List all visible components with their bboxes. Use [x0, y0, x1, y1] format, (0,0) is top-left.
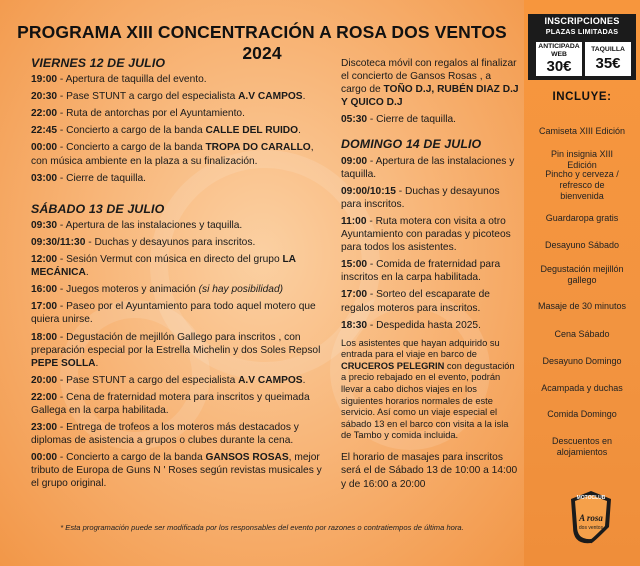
- event-time: 22:00: [31, 108, 58, 120]
- event-item: 16:00 - Juegos moteros y animación (si hay posibilidad): [31, 284, 284, 296]
- event-item: [341, 57, 519, 109]
- event-time: 18:00: [31, 331, 58, 343]
- friday-events: [31, 73, 327, 185]
- include-item: Pin insignia XIII Edición: [550, 149, 614, 170]
- event-text-tail: .: [302, 91, 306, 103]
- event-time: 11:00: [341, 215, 367, 227]
- event-time: 18:30: [341, 319, 368, 331]
- event-time: 17:00: [31, 301, 58, 313]
- include-item: Desayuno Sábado: [544, 240, 620, 250]
- event-text: Cierre de taquilla.: [376, 114, 456, 126]
- event-item: 09:30/11:30 - Duchas y desayunos para inscritos.: [31, 236, 256, 248]
- include-item: Guardaropa gratis: [545, 213, 619, 223]
- friday-heading: VIERNES 12 DE JULIO: [31, 56, 166, 70]
- event-highlight: A.V CAMPOS: [238, 374, 303, 386]
- registration-heading: INSCRIPCIONES: [544, 16, 620, 26]
- svg-text:MOTOCLUB: MOTOCLUB: [576, 495, 606, 501]
- event-text: Duchas y desayunos para inscritos.: [94, 236, 256, 248]
- event-text: Degustación de mejillón Gallego para inscritos , con preparación especial por la Estrella Michelin y dos Soles Repsol: [31, 331, 321, 356]
- event-item: 11:00 - Ruta motera con visita a otro Ayuntamiento con paradas y picoteos para todos los asistentes.: [341, 215, 511, 254]
- event-note: (si hay posibilidad): [198, 284, 284, 296]
- event-text: Despedida hasta 2025.: [376, 319, 481, 331]
- page-title: PROGRAMA XIII CONCENTRACIÓN A ROSA DOS VENTOS 2024: [17, 22, 507, 63]
- event-text: Sorteo del escaparate de regalos moteros para inscritos.: [341, 289, 490, 314]
- event-text: Apertura de las instalaciones y taquilla.: [65, 219, 243, 231]
- include-item: Degustación mejillón gallego: [540, 264, 624, 285]
- event-text: Concierto a cargo de la banda: [66, 142, 206, 154]
- event-text-tail: .: [302, 374, 306, 386]
- event-highlight: TOÑO D.J, RUBÉN DIAZ D.J Y QUICO D.J: [341, 84, 519, 109]
- event-item: 00:00 - Concierto a cargo de la banda TROPA DO CARALLO, con música ambiente en la plaza a su finalización.: [31, 142, 314, 167]
- event-highlight: TROPA DO CARALLO: [205, 142, 311, 154]
- web-price-label-2: WEB: [551, 51, 567, 59]
- include-item: Masaje de 30 minutos: [537, 301, 627, 311]
- event-text: Apertura de taquilla del evento.: [65, 74, 207, 86]
- event-text: Cena de fraternidad motera para inscritos y queimada Gallega en la carpa habilitada.: [31, 391, 310, 416]
- sunday-events: [341, 155, 519, 332]
- event-text-tail: , con música ambiente en la plaza a su finalización.: [31, 142, 314, 167]
- event-text: Discoteca móvil con regalos al finalizar el concierto de Gansos Rosas , a cargo de: [341, 58, 517, 96]
- include-item: Acampada y duchas: [541, 383, 623, 393]
- svg-text:A rosa: A rosa: [579, 513, 603, 523]
- event-text: Pase STUNT a cargo del especialista: [66, 91, 239, 103]
- event-text: Duchas y desayunos para inscritos.: [341, 185, 500, 210]
- event-highlight: LA MECÁNICA: [31, 254, 296, 279]
- event-highlight: CALLE DEL RUIDO: [205, 125, 299, 137]
- event-text-tail: .: [298, 125, 301, 137]
- event-text: Pase STUNT a cargo del especialista: [66, 374, 239, 386]
- footer-disclaimer: * Esta programación puede ser modificada por los responsables del evento por razones o contratiempos de última hora.: [60, 523, 464, 532]
- event-time: 16:00: [31, 284, 58, 296]
- include-item: Desayuno Domingo: [542, 356, 622, 366]
- sunday-heading: DOMINGO 14 DE JULIO: [341, 137, 482, 152]
- event-time: 03:00: [31, 172, 58, 184]
- event-text: Cierre de taquilla.: [66, 172, 146, 184]
- event-item: 12:00 - Sesión Vermut con música en directo del grupo LA MECÁNICA.: [31, 254, 296, 279]
- include-item: Pincho y cerveza / refresco de bienvenida: [545, 169, 619, 201]
- event-highlight: PEPE SOLLA: [31, 357, 96, 369]
- event-item: 22:00 - Cena de fraternidad motera para inscritos y queimada Gallega en la carpa habilitada.: [31, 391, 310, 416]
- saturday-continued-events: [341, 57, 519, 126]
- right-column: [341, 57, 519, 491]
- includes-heading: INCLUYE:: [552, 91, 612, 103]
- event-text: Juegos moteros y animación: [66, 284, 199, 296]
- event-item: 22:45 - Concierto a cargo de la banda CALLE DEL RUIDO.: [31, 125, 301, 137]
- event-item: 05:30 - Cierre de taquilla.: [341, 114, 456, 126]
- event-text: Sesión Vermut con música en directo del grupo: [66, 254, 283, 266]
- web-price-value: 30€: [546, 57, 572, 75]
- event-highlight: A.V CAMPOS: [238, 91, 303, 103]
- massage-note: El horario de masajes para inscritos será el de Sábado 13 de 10:00 a 14:00 y de 16:00 a 20:00: [341, 452, 518, 490]
- event-text: Apertura de las instalaciones y taquilla.: [341, 155, 515, 180]
- event-time: 09:00/10:15: [341, 185, 396, 197]
- event-time: 19:00: [31, 74, 58, 86]
- event-time: 20:00: [31, 374, 58, 386]
- event-time: 22:45: [31, 125, 58, 137]
- event-item: 00:00 - Concierto a cargo de la banda GANSOS ROSAS, mejor tributo de Europa de Guns N ' Roses según revistas musicales y el grupo original.: [31, 452, 322, 490]
- event-text: Ruta motera con visita a otro Ayuntamiento con paradas y picoteos para todos los asistentes.: [341, 215, 511, 254]
- web-price-card: [536, 42, 582, 76]
- event-item: 03:00 - Cierre de taquilla.: [31, 172, 146, 184]
- saturday-heading: SÁBADO 13 DE JULIO: [31, 201, 165, 216]
- saturday-events: [31, 219, 327, 491]
- event-item: 19:00 - Apertura de taquilla del evento.: [31, 74, 207, 86]
- event-time: 09:00: [341, 155, 368, 167]
- event-time: 09:30: [31, 219, 58, 231]
- event-time: 12:00: [31, 254, 58, 266]
- event-text-tail: , mejor tributo de Europa de Guns N ' Roses según revistas musicales y el grupo original.: [31, 452, 322, 490]
- include-item: Cena Sábado: [554, 329, 610, 339]
- event-time: 20:30: [31, 91, 58, 103]
- event-time: 00:00: [31, 142, 58, 154]
- event-item: 23:00 - Entrega de trofeos a los moteros más destacados y diplomas de asistencia a grupos o clubes durante la cena.: [31, 422, 299, 447]
- event-time: 15:00: [341, 259, 368, 271]
- event-text: Ruta de antorchas por el Ayuntamiento.: [66, 108, 245, 120]
- event-time: 23:00: [31, 422, 58, 434]
- event-item: 22:00 - Ruta de antorchas por el Ayuntamiento.: [31, 108, 245, 120]
- event-item: 09:30 - Apertura de las instalaciones y taquilla.: [31, 219, 243, 231]
- box-office-price-value: 35€: [595, 55, 621, 73]
- event-time: 22:00: [31, 391, 58, 403]
- event-highlight: GANSOS ROSAS: [205, 452, 289, 464]
- event-text: Concierto a cargo de la banda: [66, 452, 206, 464]
- event-item: 17:00 - Sorteo del escaparate de regalos moteros para inscritos.: [341, 289, 490, 314]
- event-item: 20:30 - Pase STUNT a cargo del especialista A.V CAMPOS.: [31, 91, 306, 103]
- event-time: 17:00: [341, 289, 368, 301]
- event-text: Comida de fraternidad para inscritos en la carpa habilitada.: [341, 259, 501, 284]
- svg-text:dos ventos: dos ventos: [578, 525, 604, 531]
- include-item: Camiseta XIII Edición: [538, 126, 626, 136]
- event-item: 20:00 - Pase STUNT a cargo del especialista A.V CAMPOS.: [31, 374, 306, 386]
- include-item: Descuentos en alojamientos: [551, 436, 613, 457]
- motoclub-logo: [569, 489, 613, 545]
- event-text: Entrega de trofeos a los moteros más destacados y diplomas de asistencia a grupos o clubes durante la cena.: [31, 422, 299, 447]
- cruise-note: Los asistentes que hayan adquirido su entrada para el viaje en barco de CRUCEROS PELEGRIN con degustación a precio rebajado en el evento, podrán llevar a cabo dichos viajes en los siguientes horarios normales de este servicio. Así como un viaje especial el sábado 13 en el barco con visita a la isla de Tambo y comida incluida.: [341, 337, 515, 441]
- event-item: 18:30 - Despedida hasta 2025.: [341, 319, 481, 331]
- event-text-tail: .: [85, 267, 89, 279]
- event-item: 17:00 - Paseo por el Ayuntamiento para todo aquel motero que quiera unirse.: [31, 301, 316, 326]
- event-item: 18:00 - Degustación de mejillón Gallego para inscritos , con preparación especial por la Estrella Michelin y dos Soles Repsol PEPE SOLLA.: [31, 331, 321, 369]
- box-office-label: TAQUILLA: [591, 46, 625, 53]
- event-time: 05:30: [341, 114, 368, 126]
- event-item: 09:00/10:15 - Duchas y desayunos para inscritos.: [341, 185, 500, 210]
- web-price-label: ANTICIPADA: [538, 43, 580, 50]
- event-item: 09:00 - Apertura de las instalaciones y taquilla.: [341, 155, 515, 180]
- box-office-price-card: [585, 42, 631, 76]
- left-column: [31, 57, 327, 495]
- event-time: 00:00: [31, 452, 58, 464]
- event-text: Concierto a cargo de la banda: [66, 125, 206, 137]
- include-item: Comida Domingo: [547, 409, 617, 419]
- event-text-tail: .: [95, 357, 99, 369]
- event-text: Paseo por el Ayuntamiento para todo aquel motero que quiera unirse.: [31, 301, 316, 326]
- event-time: 09:30/11:30: [31, 236, 86, 248]
- limited-places-label: PLAZAS LIMITADAS: [545, 27, 619, 36]
- event-item: 15:00 - Comida de fraternidad para inscritos en la carpa habilitada.: [341, 259, 501, 284]
